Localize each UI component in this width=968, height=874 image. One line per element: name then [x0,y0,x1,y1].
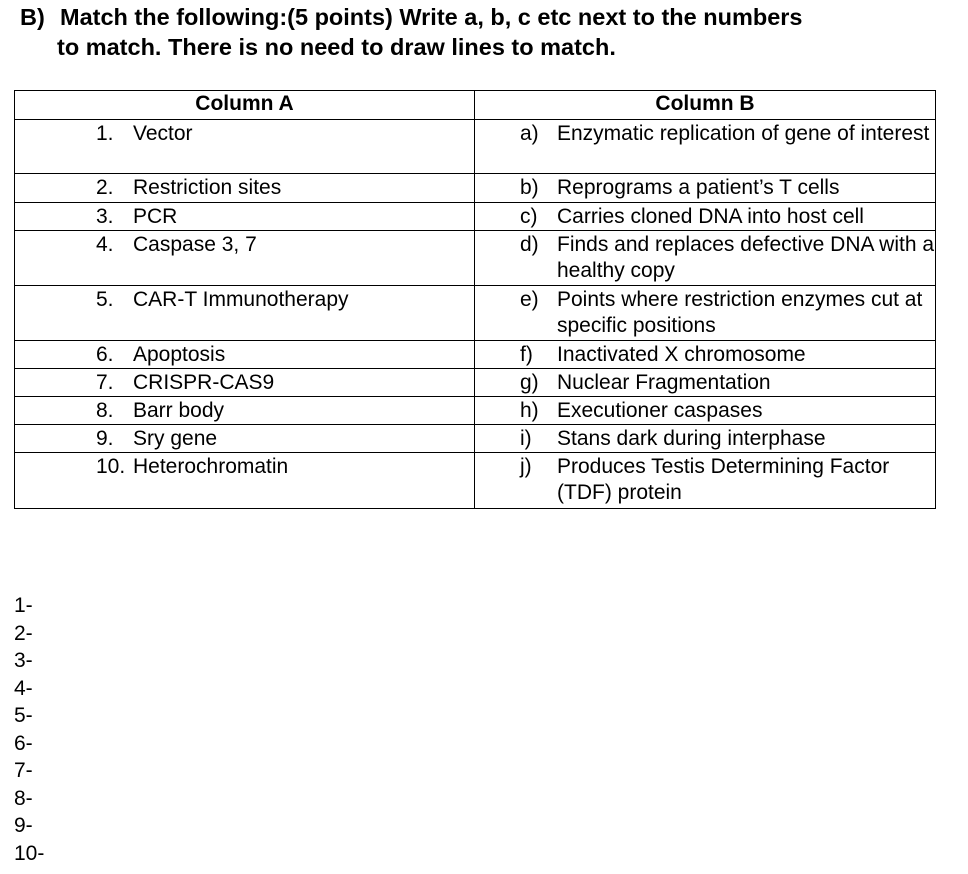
column-b-cell [475,286,936,341]
column-a-cell [15,203,475,231]
column-a-cell [15,231,475,286]
column-b-cell [475,453,936,509]
column-a-cell [15,174,475,203]
answer-list [14,592,44,867]
answer-line: 8- [14,786,33,810]
item-number: 10. [96,455,126,478]
item-number: 5. [96,288,114,311]
item-term: Sry gene [133,427,218,450]
item-definition: Inactivated X chromosome [557,343,806,366]
table-row [15,203,936,231]
item-number: 8. [96,399,114,422]
item-definition: Reprograms a patient’s T cells [557,176,840,199]
column-a-cell [15,369,475,397]
question-label: B) [20,4,45,30]
item-term: Caspase 3, 7 [133,233,257,256]
item-letter: e) [520,288,539,311]
item-letter: b) [520,176,539,199]
item-letter: d) [520,233,539,256]
item-term: Apoptosis [133,343,226,366]
item-definition: Produces Testis Determining Factor (TDF) protein [557,455,890,504]
column-b-cell [475,369,936,397]
answer-line: 1- [14,594,33,617]
item-definition: Carries cloned DNA into host cell [557,205,864,228]
answer-line: 5- [14,704,33,727]
answer-line: 7- [14,759,33,782]
column-b-cell [475,231,936,286]
item-letter: f) [520,343,533,366]
matching-table [14,90,936,509]
column-a-header: Column A [15,91,475,120]
column-a-cell [15,425,475,453]
item-definition: Points where restriction enzymes cut at specific positions [557,288,923,337]
column-b-cell [475,397,936,425]
item-letter: a) [520,122,539,145]
item-term: PCR [133,205,178,228]
column-a-cell [15,397,475,425]
item-term: CAR-T Immunotherapy [133,288,349,311]
heading-text-1: Match the following:(5 points) Write a, b, c etc next to the numbers [60,4,803,30]
item-letter: i) [520,427,532,450]
item-number: 6. [96,343,114,366]
item-number: 2. [96,176,114,199]
answer-line: 2- [14,621,33,645]
item-term: Restriction sites [133,176,282,199]
item-letter: c) [520,205,538,228]
item-term: Heterochromatin [133,455,289,478]
table-row [15,174,936,203]
item-number: 4. [96,233,114,256]
column-a-cell [15,341,475,369]
item-number: 1. [96,122,114,145]
item-term: Vector [133,122,193,145]
item-definition: Finds and replaces defective DNA with a healthy copy [557,233,935,282]
column-b-cell [475,203,936,231]
item-definition: Executioner caspases [557,399,763,422]
heading-line-2: to match. There is no need to draw lines to match. [57,34,616,60]
item-number: 7. [96,371,114,394]
table-row [15,120,936,174]
table-row [15,286,936,341]
table-row [15,231,936,286]
answer-line: 6- [14,731,33,755]
column-b-cell [475,341,936,369]
item-letter: h) [520,399,539,422]
column-a-cell [15,453,475,509]
item-number: 3. [96,205,114,228]
item-letter: g) [520,371,539,394]
answer-line: 4- [14,676,33,700]
answer-line: 9- [14,814,33,837]
table-row [15,453,936,509]
table-row [15,341,936,369]
table-row [15,425,936,453]
table-row [15,397,936,425]
answer-line: 3- [14,649,33,672]
item-number: 9. [96,427,114,450]
table-row [15,369,936,397]
item-definition: Nuclear Fragmentation [557,371,771,394]
heading-line-1 [20,2,950,32]
answer-line: 10- [14,841,45,865]
question-heading [20,2,950,62]
item-letter: j) [520,455,532,478]
item-definition: Enzymatic replication of gene of interest [557,122,930,145]
item-definition: Stans dark during interphase [557,427,826,450]
column-b-cell [475,174,936,203]
item-term: Barr body [133,399,225,422]
column-a-cell [15,120,475,174]
column-b-cell [475,120,936,174]
item-term: CRISPR-CAS9 [133,371,275,394]
column-b-header: Column B [475,91,936,120]
table-header-row [15,91,936,120]
column-a-cell [15,286,475,341]
column-b-cell [475,425,936,453]
